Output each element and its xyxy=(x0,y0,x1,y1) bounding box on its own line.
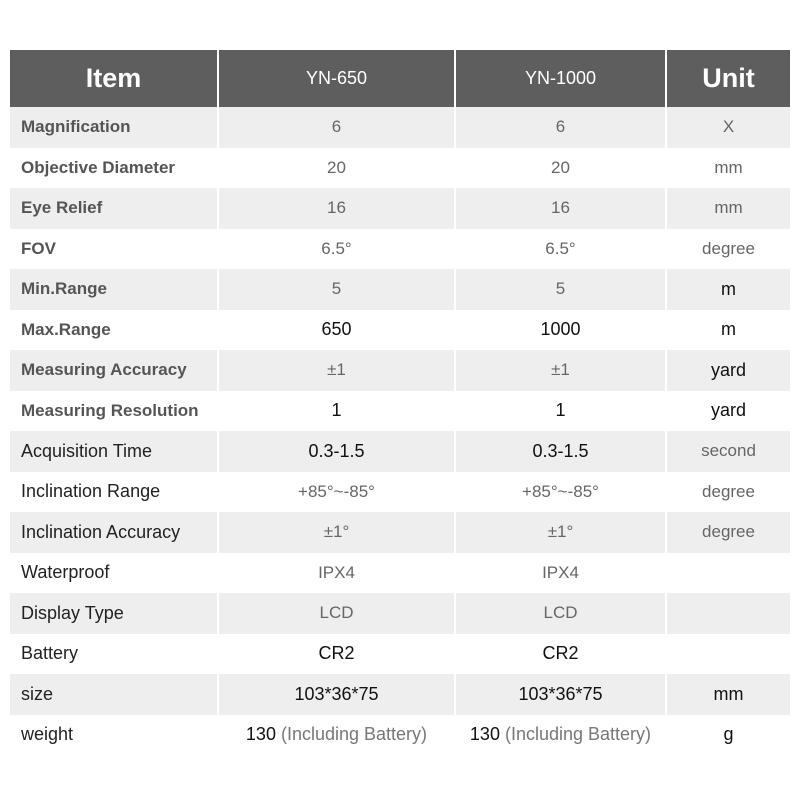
row-unit: degree xyxy=(702,522,755,542)
table-row xyxy=(10,188,790,229)
row-unit: second xyxy=(701,441,756,461)
row-value-a: IPX4 xyxy=(219,553,456,594)
table-row xyxy=(10,715,790,756)
row-value-a: 6 xyxy=(219,107,456,148)
row-value-a: ±1 xyxy=(219,350,456,391)
table-row xyxy=(10,472,790,513)
row-unit: m xyxy=(721,278,736,299)
row-value-b: 16 xyxy=(456,188,667,229)
row-label: Magnification xyxy=(10,107,219,148)
row-value-a: 20 xyxy=(219,148,456,189)
row-unit: mm xyxy=(714,157,743,177)
row-value-b: LCD xyxy=(456,593,667,634)
row-label: Measuring Resolution xyxy=(10,391,219,432)
table-row xyxy=(10,107,790,148)
table-row xyxy=(10,553,790,594)
table-row xyxy=(10,350,790,391)
row-value-a: 6.5° xyxy=(219,229,456,270)
spec-table xyxy=(10,50,790,755)
row-label: Eye Relief xyxy=(10,188,219,229)
table-row xyxy=(10,431,790,472)
row-unit: mm xyxy=(714,198,743,218)
row-unit: m xyxy=(721,319,736,340)
row-value-b: 103*36*75 xyxy=(456,674,667,715)
header-model-a: YN-650 xyxy=(219,50,456,107)
table-header xyxy=(10,50,790,107)
row-value-a: 0.3-1.5 xyxy=(219,431,456,472)
row-value-b: CR2 xyxy=(456,634,667,675)
header-unit: Unit xyxy=(702,63,755,93)
row-value-b: 5 xyxy=(456,269,667,310)
table-row xyxy=(10,148,790,189)
row-label: Waterproof xyxy=(10,553,219,594)
row-label: Display Type xyxy=(10,593,219,634)
row-value-a: +85°~-85° xyxy=(219,472,456,513)
row-value-a: ±1° xyxy=(219,512,456,553)
row-label: Battery xyxy=(10,634,219,675)
row-value-a: LCD xyxy=(219,593,456,634)
header-model-b: YN-1000 xyxy=(456,50,667,107)
table-row xyxy=(10,593,790,634)
row-label: Measuring Accuracy xyxy=(10,350,219,391)
row-value-b: ±1° xyxy=(456,512,667,553)
row-value-b: 0.3-1.5 xyxy=(456,431,667,472)
table-row xyxy=(10,310,790,351)
row-value-b: IPX4 xyxy=(456,553,667,594)
row-value-b: 1 xyxy=(456,391,667,432)
row-value-a: 16 xyxy=(219,188,456,229)
row-label: Inclination Accuracy xyxy=(10,512,219,553)
table-row xyxy=(10,634,790,675)
row-label: Acquisition Time xyxy=(10,431,219,472)
table-row xyxy=(10,269,790,310)
row-value-a: 1 xyxy=(219,391,456,432)
row-value-b: ±1 xyxy=(456,350,667,391)
weight-value: 130 xyxy=(469,724,500,745)
row-unit xyxy=(667,553,790,594)
row-label: Min.Range xyxy=(10,269,219,310)
row-value-b: 20 xyxy=(456,148,667,189)
row-label: Max.Range xyxy=(10,310,219,351)
row-label: Objective Diameter xyxy=(10,148,219,189)
row-value-b xyxy=(456,715,667,756)
row-unit: yard xyxy=(710,359,746,380)
row-unit: mm xyxy=(713,683,744,704)
row-value-a: CR2 xyxy=(219,634,456,675)
table-row xyxy=(10,391,790,432)
row-value-b: +85°~-85° xyxy=(456,472,667,513)
row-value-a: 103*36*75 xyxy=(219,674,456,715)
weight-note: (Including Battery) xyxy=(280,724,428,745)
weight-note: (Including Battery) xyxy=(504,724,652,745)
table-row xyxy=(10,512,790,553)
row-value-b: 6.5° xyxy=(456,229,667,270)
row-unit: degree xyxy=(702,481,755,501)
row-value-a: 650 xyxy=(219,310,456,351)
row-unit: yard xyxy=(710,400,746,421)
row-label: weight xyxy=(10,715,219,756)
row-value-b: 6 xyxy=(456,107,667,148)
row-label: Inclination Range xyxy=(10,472,219,513)
row-unit xyxy=(667,634,790,675)
row-value-a xyxy=(219,715,456,756)
header-item: Item xyxy=(10,50,219,107)
table-row xyxy=(10,674,790,715)
row-value-a: 5 xyxy=(219,269,456,310)
weight-value: 130 xyxy=(245,724,276,745)
row-value-b: 1000 xyxy=(456,310,667,351)
row-label: FOV xyxy=(10,229,219,270)
row-unit: X xyxy=(722,117,735,137)
row-unit: degree xyxy=(702,238,755,258)
table-row xyxy=(10,229,790,270)
row-label: size xyxy=(10,674,219,715)
row-unit xyxy=(667,593,790,634)
row-unit: g xyxy=(723,724,734,745)
